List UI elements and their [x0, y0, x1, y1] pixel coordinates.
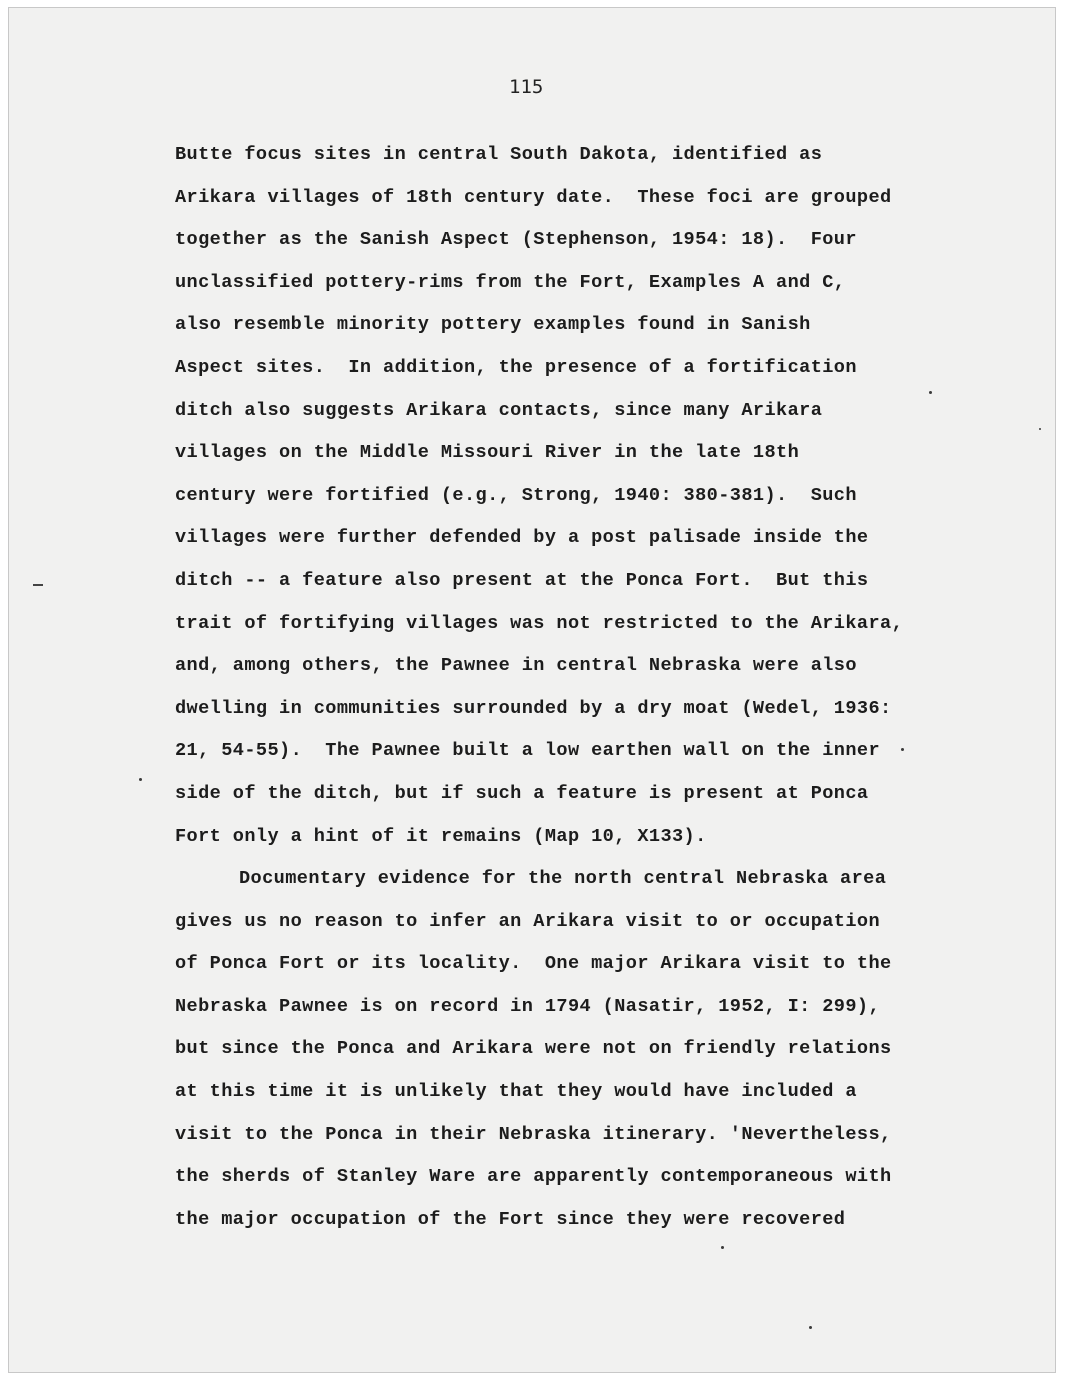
scan-speck — [809, 1326, 812, 1329]
text-line: together as the Sanish Aspect (Stephenson, 1954: 18). Four — [175, 229, 857, 251]
page-number: 115 — [509, 76, 544, 98]
text-line: but since the Ponca and Arikara were not on friendly relations — [175, 1038, 892, 1060]
text-line: also resemble minority pottery examples found in Sanish — [175, 314, 811, 336]
text-line: ditch -- a feature also present at the Ponca Fort. But this — [175, 569, 869, 591]
text-line: century were fortified (e.g., Strong, 1940: 380-381). Such — [175, 484, 857, 506]
document-page — [8, 7, 1056, 1373]
paragraph-start-line: Documentary evidence for the north central Nebraska area — [239, 868, 887, 890]
text-line: the sherds of Stanley Ware are apparently contemporaneous with — [175, 1166, 892, 1188]
text-line: visit to the Ponca in their Nebraska itinerary. 'Nevertheless, — [175, 1123, 892, 1145]
text-line: side of the ditch, but if such a feature is present at Ponca — [175, 782, 869, 804]
text-line: dwelling in communities surrounded by a dry moat (Wedel, 1936: — [175, 697, 892, 719]
text-line: 21, 54-55). The Pawnee built a low earthen wall on the inner — [175, 740, 881, 762]
text-line: Butte focus sites in central South Dakota, identified as — [175, 144, 823, 165]
scan-speck — [901, 748, 904, 751]
body-text — [175, 134, 903, 1241]
scan-speck — [1039, 428, 1041, 430]
text-line: Arikara villages of 18th century date. These foci are grouped — [175, 186, 892, 208]
text-line: gives us no reason to infer an Arikara visit to or occupation — [175, 910, 881, 932]
text-line: of Ponca Fort or its locality. One major Arikara visit to the — [175, 953, 892, 975]
text-line: villages on the Middle Missouri River in the late 18th — [175, 442, 800, 464]
text-line: the major occupation of the Fort since they were recovered — [175, 1208, 846, 1230]
text-line: villages were further defended by a post palisade inside the — [175, 527, 869, 549]
scan-speck — [929, 391, 932, 394]
text-line: Aspect sites. In addition, the presence of a fortification — [175, 356, 857, 378]
text-line: unclassified pottery-rims from the Fort, Examples A and C, — [175, 271, 846, 293]
text-line: ditch also suggests Arikara contacts, since many Arikara — [175, 399, 823, 421]
text-line: Nebraska Pawnee is on record in 1794 (Nasatir, 1952, I: 299), — [175, 995, 881, 1017]
text-line: at this time it is unlikely that they would have included a — [175, 1081, 857, 1103]
margin-mark — [33, 584, 43, 586]
text-line: Fort only a hint of it remains (Map 10, X133). — [175, 825, 707, 847]
scan-speck — [721, 1246, 724, 1249]
scan-speck — [139, 778, 142, 781]
text-line: and, among others, the Pawnee in central Nebraska were also — [175, 655, 857, 677]
text-line: trait of fortifying villages was not restricted to the Arikara, — [175, 612, 904, 634]
